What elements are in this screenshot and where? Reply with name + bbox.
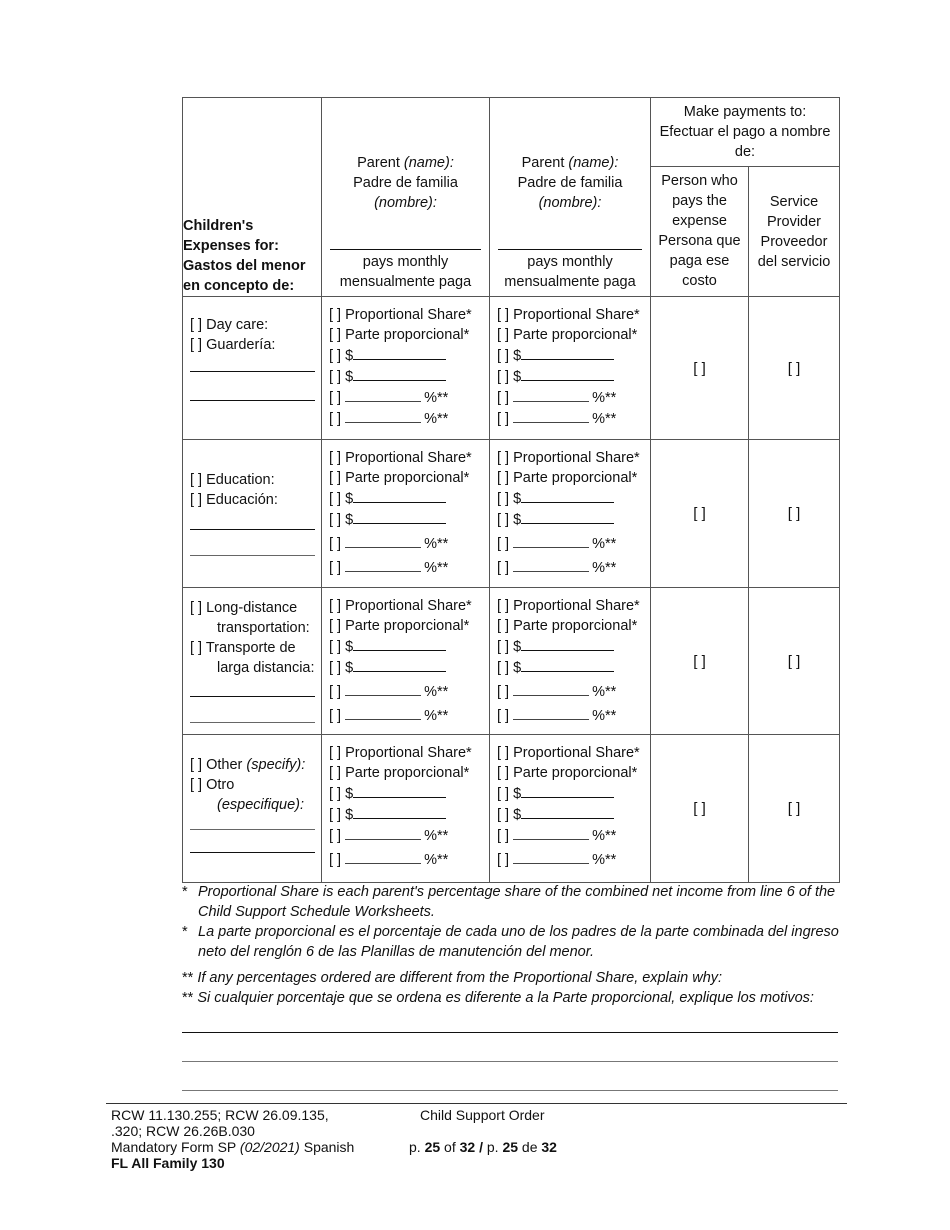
day-care-blank-line[interactable] [190,361,315,372]
explanation-line[interactable] [182,1090,838,1091]
page-number: p. 25 of 32 / p. 25 de 32 [409,1139,557,1155]
proportional-share-checkbox[interactable]: [ ] Proportional Share* [497,307,640,323]
education-blank-line[interactable] [190,545,315,556]
dollar-amount-field[interactable]: [ ] $ [497,345,646,366]
table-row [183,735,840,883]
explanation-line[interactable] [182,1061,838,1062]
dollar-amount-field[interactable]: [ ] $ [329,366,485,387]
education-blank-line[interactable] [190,519,315,530]
transportation-blank-line[interactable] [190,712,315,723]
parent-2-header: Parent (name): Padre de familia (nombre): pays monthly mensualmente paga [490,98,651,297]
expenses-for-header: Children's Expenses for: Gastos del menor en concepto de: [183,98,322,297]
proportional-share-checkbox[interactable]: [ ] Proportional Share* [329,745,472,761]
percent-field[interactable]: [ ] %** [497,825,646,846]
payer-checkbox[interactable]: [ ] [651,735,749,883]
education-checkbox[interactable]: [ ] Education: [190,472,275,488]
explanation-line[interactable] [182,1032,838,1033]
table-row [183,297,840,440]
percent-field[interactable]: [ ] %** [497,408,646,429]
percent-field[interactable]: [ ] %** [329,705,485,726]
footnotes [182,882,842,1008]
percent-field[interactable]: [ ] %** [329,825,485,846]
payer-column-header: Person who pays the expense Persona que paga ese costo [651,166,749,296]
make-payments-header: Make payments to: Efectuar el pago a nombre de: [651,98,840,167]
expenses-table [182,97,840,883]
transportation-checkbox[interactable]: [ ] Long-distance [190,600,298,616]
dollar-amount-field[interactable]: [ ] $ [329,345,485,366]
dollar-amount-field[interactable]: [ ] $ [497,509,646,530]
footer-title-page [409,1107,557,1155]
explain-percentages-note-en: ** If any percentages ordered are different from the Proportional Share, explain why: [182,970,723,986]
form-title: Child Support Order [420,1107,545,1123]
dollar-amount-field[interactable]: [ ] $ [497,804,646,825]
footer-form-info: RCW 11.130.255; RCW 26.09.135, .320; RCW 26.26B.030 Mandatory Form SP (02/2021) Spanish FL All Family 130 [111,1107,355,1171]
proportional-share-checkbox[interactable]: [ ] Proportional Share* [329,307,472,323]
row-label-day-care: [ ] Day care: [ ] Guardería: [183,297,322,440]
percent-field[interactable]: [ ] %** [497,557,646,578]
transportation-blank-line[interactable] [190,686,315,697]
proportional-share-checkbox[interactable]: [ ] Proportional Share* [497,598,640,614]
provider-checkbox[interactable]: [ ] [749,440,840,588]
percent-field[interactable]: [ ] %** [329,533,485,554]
explain-percentages-note-es: ** Si cualquier porcentaje que se ordena es diferente a la Parte proporcional, explique los motivos: [182,990,814,1006]
dollar-amount-field[interactable]: [ ] $ [497,488,646,509]
dollar-amount-field[interactable]: [ ] $ [329,804,485,825]
parent-1-options: [ ] Proportional Share* [ ] Parte proporcional* [ ] $ [ ] $ [ ] %** [ ] %** [322,735,490,883]
provider-checkbox[interactable]: [ ] [749,588,840,735]
provider-column-header: Service Provider Proveedor del servicio [749,166,840,296]
dollar-amount-field[interactable]: [ ] $ [497,657,646,678]
row-label-other: [ ] Other (specify): [ ] Otro (especifique): [183,735,322,883]
parent-1-options: [ ] Proportional Share* [ ] Parte proporcional* [ ] $ [ ] $ [ ] %** [ ] %** [322,588,490,735]
proportional-share-note-es: * La parte proporcional es el porcentaje de cada uno de los padres de la parte combinada del ingreso neto del renglón 6 de las Planillas de manutención del menor. [182,924,839,960]
provider-checkbox[interactable]: [ ] [749,735,840,883]
day-care-blank-line[interactable] [190,390,315,401]
provider-checkbox[interactable]: [ ] [749,297,840,440]
percent-field[interactable]: [ ] %** [497,387,646,408]
row-label-transportation: [ ] Long-distance transportation: [ ] Transporte de larga distancia: [183,588,322,735]
percent-field[interactable]: [ ] %** [497,705,646,726]
percent-field[interactable]: [ ] %** [329,557,485,578]
table-row [183,588,840,735]
day-care-checkbox[interactable]: [ ] Day care: [190,317,269,333]
parent-2-options: [ ] Proportional Share* [ ] Parte proporcional* [ ] $ [ ] $ [ ] %** [ ] %** [490,440,651,588]
dollar-amount-field[interactable]: [ ] $ [329,636,485,657]
percent-field[interactable]: [ ] %** [329,387,485,408]
dollar-amount-field[interactable]: [ ] $ [497,636,646,657]
dollar-amount-field[interactable]: [ ] $ [329,509,485,530]
parent-1-header: Parent (name): Padre de familia (nombre): pays monthly mensualmente paga [322,98,490,297]
dollar-amount-field[interactable]: [ ] $ [497,783,646,804]
dollar-amount-field[interactable]: [ ] $ [329,783,485,804]
proportional-share-note-en: * Proportional Share is each parent's percentage share of the combined net income from line 6 of the Child Support Schedule Worksheets. [182,884,836,920]
other-blank-line[interactable] [190,842,315,853]
parent-2-options: [ ] Proportional Share* [ ] Parte proporcional* [ ] $ [ ] $ [ ] %** [ ] %** [490,297,651,440]
parent-1-options: [ ] Proportional Share* [ ] Parte proporcional* [ ] $ [ ] $ [ ] %** [ ] %** [322,297,490,440]
dollar-amount-field[interactable]: [ ] $ [329,657,485,678]
proportional-share-checkbox[interactable]: [ ] Proportional Share* [329,598,472,614]
percent-field[interactable]: [ ] %** [329,408,485,429]
percent-field[interactable]: [ ] %** [497,681,646,702]
proportional-share-checkbox[interactable]: [ ] Proportional Share* [497,745,640,761]
footer-divider [106,1103,847,1104]
parent-1-options: [ ] Proportional Share* [ ] Parte proporcional* [ ] $ [ ] $ [ ] %** [ ] %** [322,440,490,588]
proportional-share-checkbox[interactable]: [ ] Proportional Share* [497,450,640,466]
dollar-amount-field[interactable]: [ ] $ [497,366,646,387]
other-blank-line[interactable] [190,819,315,830]
payer-checkbox[interactable]: [ ] [651,588,749,735]
parent-2-options: [ ] Proportional Share* [ ] Parte proporcional* [ ] $ [ ] $ [ ] %** [ ] %** [490,735,651,883]
other-checkbox[interactable]: [ ] Other (specify): [190,757,306,773]
row-label-education: [ ] Education: [ ] Educación: [183,440,322,588]
dollar-amount-field[interactable]: [ ] $ [329,488,485,509]
proportional-share-checkbox[interactable]: [ ] Proportional Share* [329,450,472,466]
payer-checkbox[interactable]: [ ] [651,440,749,588]
percent-field[interactable]: [ ] %** [329,681,485,702]
parent-2-options: [ ] Proportional Share* [ ] Parte proporcional* [ ] $ [ ] $ [ ] %** [ ] %** [490,588,651,735]
table-row [183,440,840,588]
percent-field[interactable]: [ ] %** [497,849,646,870]
percent-field[interactable]: [ ] %** [497,533,646,554]
percent-field[interactable]: [ ] %** [329,849,485,870]
payer-checkbox[interactable]: [ ] [651,297,749,440]
